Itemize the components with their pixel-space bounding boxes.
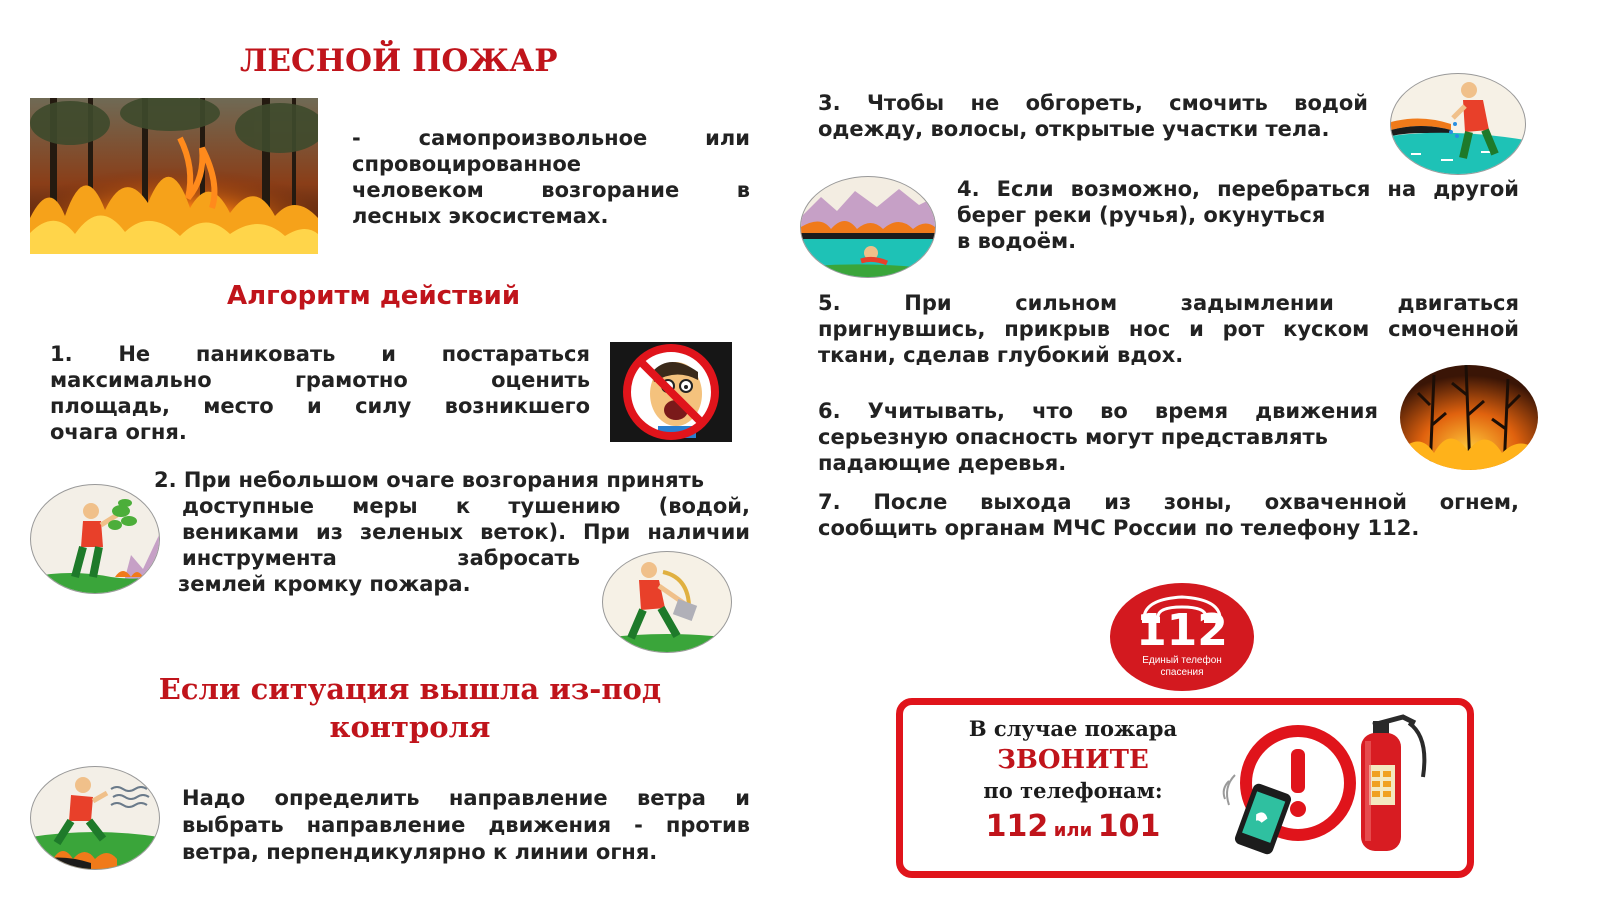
step-7 bbox=[818, 489, 1519, 541]
step-4-line: в водоём. bbox=[957, 229, 1077, 253]
step-7-line: сообщить органам МЧС России по телефону 112. bbox=[818, 516, 1420, 540]
definition-line: спровоцированное bbox=[352, 152, 582, 176]
person-running-from-smoke-icon bbox=[30, 766, 160, 870]
person-with-branch-icon bbox=[30, 484, 160, 594]
emblem-caption-line: Единый телефон bbox=[1142, 655, 1222, 666]
emblem-caption bbox=[1110, 655, 1254, 679]
definition-text bbox=[352, 125, 750, 229]
emergency-112-emblem bbox=[1110, 583, 1254, 691]
step-4 bbox=[957, 176, 1519, 254]
definition-line: человеком возгорание в bbox=[352, 178, 750, 202]
callout-conjunction: или bbox=[1053, 820, 1093, 841]
step-2-line: доступные меры к тушению (водой, bbox=[182, 494, 750, 518]
step-1-line: площадь, место и силу возникшего bbox=[50, 394, 590, 418]
step-4-line: 4. Если возможно, перебраться на другой bbox=[957, 177, 1519, 201]
step-5-line: 5. При сильном задымлении двигаться bbox=[818, 291, 1519, 315]
step-1 bbox=[50, 341, 590, 445]
callout-call-now: ЗВОНИТЕ bbox=[997, 745, 1149, 775]
callout-numbers bbox=[923, 809, 1223, 849]
step-6 bbox=[818, 398, 1378, 476]
definition-line: - самопроизвольное или bbox=[352, 126, 750, 150]
step-1-line: максимально грамотно оценить bbox=[50, 368, 590, 392]
callout-line-3: по телефонам: bbox=[983, 778, 1163, 803]
forest-fire-photo bbox=[30, 98, 318, 254]
swimming-icon bbox=[800, 176, 936, 278]
step-3-line: одежду, волосы, открытые участки тела. bbox=[818, 117, 1330, 141]
page-title: ЛЕСНОЙ ПОЖАР bbox=[240, 43, 558, 79]
step-6-line: серьезную опасность могут представлять bbox=[818, 425, 1328, 449]
step-2-line: 2. При небольшом очаге возгорания принять bbox=[154, 468, 705, 492]
step-7-line: 7. После выхода из зоны, охваченной огнем, bbox=[818, 490, 1519, 514]
step-3-line: 3. Чтобы не обгореть, смочить водой bbox=[818, 91, 1368, 115]
mobile-phone-icon bbox=[1215, 765, 1295, 855]
step-5-line: пригнувшись, прикрыв нос и рот куском смоченной bbox=[818, 317, 1519, 341]
algorithm-title: Алгоритм действий bbox=[227, 281, 521, 311]
callout-number-101: 101 bbox=[1097, 809, 1161, 844]
wetting-clothes-icon bbox=[1390, 73, 1526, 175]
emergency-call-box bbox=[896, 698, 1474, 878]
emblem-caption-line: спасения bbox=[1160, 667, 1204, 678]
step-3 bbox=[818, 90, 1368, 142]
control-line: выбрать направление движения - против bbox=[182, 813, 750, 837]
no-panic-icon bbox=[610, 342, 732, 442]
control-title-line: контроля bbox=[329, 710, 491, 744]
definition-line: лесных экосистемах. bbox=[352, 204, 609, 228]
control-title-line: Если ситуация вышла из-под bbox=[158, 672, 662, 706]
step-1-line: 1. Не паниковать и постараться bbox=[50, 342, 590, 366]
control-text bbox=[182, 785, 750, 866]
step-5-line: ткани, сделав глубокий вдох. bbox=[818, 343, 1184, 367]
step-5 bbox=[818, 290, 1519, 368]
fire-extinguisher-icon bbox=[1343, 707, 1433, 857]
person-with-shovel-icon bbox=[602, 551, 732, 653]
emblem-number: 112 bbox=[1136, 605, 1228, 656]
step-6-line: падающие деревья. bbox=[818, 451, 1067, 475]
callout-number-112: 112 bbox=[985, 809, 1049, 844]
step-6-line: 6. Учитывать, что во время движения bbox=[818, 399, 1378, 423]
step-1-line: очага огня. bbox=[50, 420, 187, 444]
callout-line-1: В случае пожара bbox=[968, 716, 1178, 741]
control-line: Надо определить направление ветра и bbox=[182, 786, 750, 810]
burning-forest-icon bbox=[1400, 365, 1538, 470]
step-2-line: вениками из зеленых веток). При наличии bbox=[182, 520, 750, 544]
control-title bbox=[140, 670, 680, 746]
step-4-line: берег реки (ручья), окунуться bbox=[957, 203, 1326, 227]
step-2-line: землей кромку пожара. bbox=[178, 572, 471, 596]
step-2-line: инструмента забросать bbox=[182, 546, 580, 570]
control-line: ветра, перпендикулярно к линии огня. bbox=[182, 840, 658, 864]
